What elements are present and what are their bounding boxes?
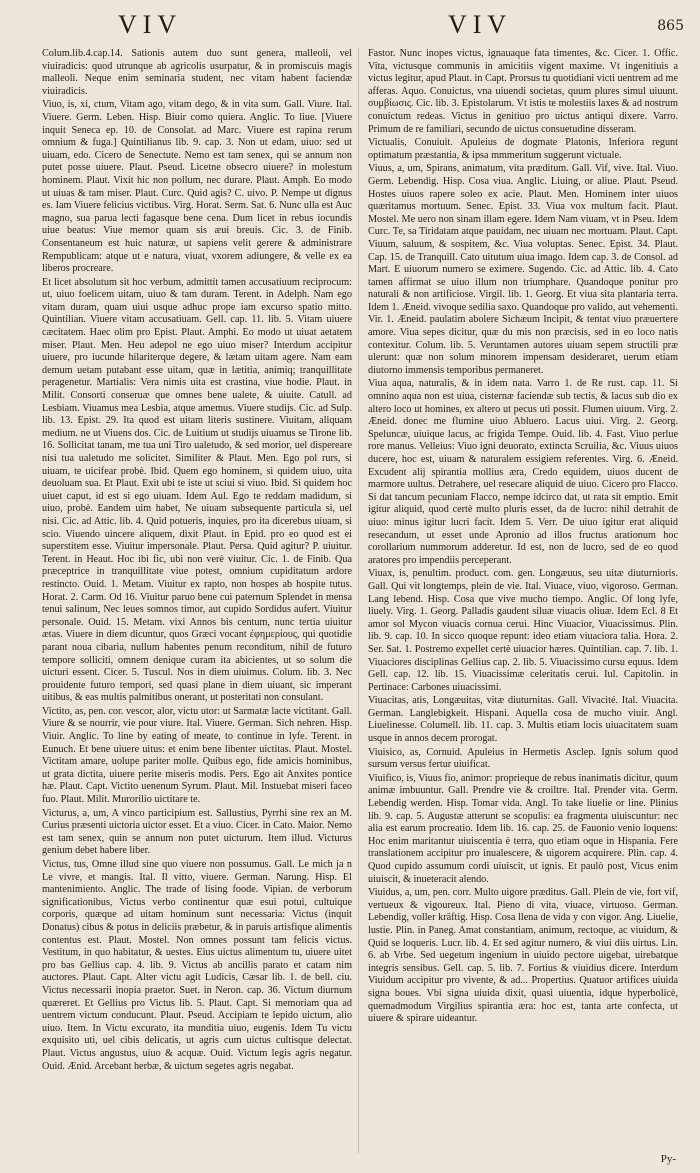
entry-paragraph: Victus, tus, Omne illud sine quo viuere non possumus. Gall. Le mich ja n Le vivre, et mangis. Ital. Il vitto, viuere. German. Narung. Hisp. El mantenimiento. Anglic. The trade of lising foode. Vipian. de verborum significationibus, Victus verbo continentur quæ esui potui, cultuique corporis, quæque ad uitam hominum sunt necessaria: Victus (inquit Donatus) cibus & potus in deliciis præbetur, & in paruis artisfique alimentis contentus est. Plaut. Mostel. Non omnes possunt tam felicis victus. Vestitum, in quo habitatur, & uestes. Eius uictus alimentum tu, uiuere uitet pro bas Gellius cap. 4. lib. 9. Victus ab ancillis parato et catam nim auctores. Plaut. Capt. Alter victu agit Ludicis, Cæsar lib. 1. de bell. ciu. Victus necessarii inopia praetor. Suet. in Neron. cap. 36. Victum diurnum quæreret. Et Gellius pro Victus lib. 5. Plaut. Capt. Si memoriam qua ad uentrem victum conducunt. Plaut. Pseud. Accipiam te lepido uictum, alio uiuo. Item. In Victu excurato, ita munditia uiuo, eugenis. Idem Tu victu exquisito uti, uel cibis delicatis, ut agris cum uictus cultisque delectat. Plaut. Victus angustus, uiuo & acquæ. Ouid. Victum legis agris negatur. Ouid. Ænid. Arcebant herbæ, & uictum segetes agris negabat. bbox=[42, 859, 352, 1072]
left-column bbox=[42, 48, 352, 1153]
catchword: Py- bbox=[660, 1153, 676, 1165]
entry-paragraph: Colum.lib.4.cap.14. Sationis autem duo sunt genera, malleoli, vel viuiradicis: quod utrunque ab agricolis usurpatur, & in promiscuis magis malleoli. Neque enim seminaria student, nec vitam habent faciendæ viuiradicis. bbox=[42, 48, 352, 97]
entry-paragraph: Viuidus, a, um, pen. corr. Multo uigore præditus. Gall. Plein de vie, fort vif, vertueux & vigoureux. Ital. Pieno di vita, viuace, virtuoso. German. Lebendig, voller kräftig. Hisp. Cosa llena de vida y con vigor. Ang. Liuelie, lustie. Plin. in Paneg. Amat constantiam, animum, rectoque, ac viuidum, & Quid se loqueris. Lucr. lib. 4. Et sed agitur numero, & viui diis uirtus. Lin. 6. ab Vrbe. Sed uegetum ingenium in uiuido pectore uigebat, uirebatque integris sensibus. Gell. cap. 5. lib. 7. Fortius & viuidius dicere. Interdum Viuidum accipitur pro vivente, & ad... Propertius. Quatuor artifices uiuida signa boues. Vbi signa uiuida dixit, quasi uiuentia, idque hyperbolicè, quemadmodum Virgilius spirantia æra: hoc est, tanta arte confecta, ut uiuere & spirare uideantur. bbox=[368, 887, 678, 1025]
header-left-word: VIV bbox=[118, 10, 183, 39]
entry-paragraph: Fastor. Nunc inopes victus, ignauaque fata timentes, &c. Cicer. 1. Offic. Vita, victusque communis in amicitiis vigent maxime. Vt ingenitiuis a victus legitur, apud Plaut. in Capt. Prorsus tu quotidiani victi uentrem ad me afferas. Aquo. Conuictus, vna uiuendi societas, quum plures simul uiuunt. συμβίωσις. Cic. lib. 3. Epistolarum. Vt istis te molestiis laxes & ad nostrum conuictum redeas. Victus in genitiuo pro uictus antiqui dixere. Varro. Primum de re familiari, secundo de uictus consuetudine disseram. bbox=[368, 48, 678, 135]
entry-paragraph: Viuifico, is, Viuus fio, animor: proprieque de rebus inanimatis dicitur, quum animæ imbuuntur. Gall. Prendre vie & croiltre. Ital. Prender vita. Germ. Lebendig werden. Hisp. Tomar vida. Angl. To take liuelie or line. Plinius lib. 9. cap. 5. Augustæ atterunt se scopulis: ea fragmenta uiuiscuntur: nec alia est earum procreatio. Idem lib. 16. cap. 25. de Fauonio venio loquens: Hoc enim maritantur uiuiscentia è terra, quo etiam oque in Hispania. Fere translationem accipitur pro inualescere, & uigorem acquirere. Plin. cap. 4. Quod cupido assumum cordi uiuiscit, ut ignis. Et paulò post, Vicus enim uiuiscit, & inueteracit alendo. bbox=[368, 772, 678, 885]
entry-paragraph: Victualis, Conuiuit. Apuleius de dogmate Platonis, Inferiora regunt optimatum præstantia, & ipsa mmmeritum suggerunt victuale. bbox=[368, 137, 678, 161]
header-right-word: VIV bbox=[448, 10, 513, 39]
entry-paragraph: Viuisico, as, Cornuid. Apuleius in Hermetis Asclep. Ignis solum quod sursum versus fertur uiuificat. bbox=[368, 746, 678, 771]
entry-paragraph: Viuus, a, um, Spirans, animatum, vita præditum. Gall. Vif, vive. Ital. Viuo. Germ. Lebendig. Hisp. Cosa viua. Anglic. Liuing, or aliue. Plaut. Pseud. Hostes uiuos rapere soleo ex acie. Plaut. Men. Hominem inter uiuos quæritamus mortuum. Senec. Epist. 33. Viua vox multum facit. Plaut. Mostel. Me uero non sinam illam egere. Idem Nam viuam, vt in Pseu. Idem Curc. Te, sa Tiridatam atque pauidam, nec uiuam nec mortuam. Plaut. Capt. Viuum, saluum, & sospitem, &c. Viua voluptas. Senec. Epist. 34. Plaut. Cap. 15. de Tranquill. Cato uitutum uiua imago. Idem cap. 3. de Consol. ad Mart. E uiuorum numero se eximere. Sugendo. Cic. ad Attic. lib. 4. Cato tamen affirmat se uiuo illum non triumphare. Quandoque ponitur pro naturali & non artificiose. Virgil. lib. 1. Georg. Et viua sita plantaria terra. Idem 1. Æneid. vivoque sedilia saxo. Quandoque pro valido, aut vehementi. Vir. 1. Æneid. paulatim abolere Sichæum Incipit, & tentat viuo præuertere amore. Viua sepes dicitur, quæ du mis non præcisis, sed in eo loco natis contexitur. Colum. lib. 5. Veruntamen autores uiuam sepem structili præ ulerunt: quæ non solum minorem impensam desideraret, uerum etiam diutorno immensis temporibus permaneret. bbox=[368, 163, 678, 376]
entry-paragraph: Et licet absolutum sit hoc verbum, admittit tamen accusatiuum reciprocum: ut, uiuo foelicem uitam, uiuo & tam duram. Terent. in Adelph. Nam ego vitam duram, quam uiui usque adhuc prope iam excurso spatio mitto. Quintilian. Viuere vitam accusatiuam. Gell. cap. 11. lib. 5. Vitam uiuere cæcitatem. Haec olim pro Epist. Plaut. Amphi. Eo modo ut uiuat aetatem miser. Plaut. Men. Heu adepol ne ego uiuo miser? Interdum accipitur uiuere, pro iucunde hilariterque degere, & lætam uitam agere. Nam eam demum uetam putabant esse uitam, quæ in lætitia, animiq; tranquillitate peragenetur. Martialis: Vera nimis uita est crastina, viue hodie. Plaut. in Milit. Consorti conseruæ que omnes bene ualete, & uiuite. Catull. ad Lesbiam. Viuamus mea Lesbia, atque amemus. Viuere studijs. Cic. ad Sulp. lib. 13. Epist. 29. Ita quod est uitam literis sustinere. Viuitam, aliquam medium. ne ut Viuens dos. Cic. de Luitium ut studijs uiuamus se Tirone lib. 16. Sollicitat tanam, me tua uni Tiro ualetudo, & sed morior, uel dispereare nisi tua ualetudo me solicitet. Similiter & Plaut. Men. Ego pol rurs, si uiuam, te uicifear probè. Ibid. Quem ego hominem, si quidem uiuo, uita deuoluam sua. Et Plaut. Exit ubi te iste ut sciui si viuo. Ibid. Si quidem hoc uiuet caput, id est si ego uiuam. Idem Aul. Ego te reddam madidum, si uiuo, probè. Eandem uim habet, Ne uiuam subsequente particula si, uel nisi. Cic. ad Attic. lib. 4. Quid potueris, inquies, pro ita dicerebus uiuam, si scio. Viuendo uincere aliquem, dixit Plaut. in Epid. pro eo quod est ei superstitem esse. Viuitur impersonale. Plaut. Persa. Quid agitur? P. uiuitur. Terent. in Heaut. Hoc ibi fic, ubi non verè viuitur. Cic. 1. de Finib. Qua præceptrice in tranquillitate viue potest, omnium cupiditatum ardore restincto. Ouid. 1. Metam. Viuitur ex rapto, non hospes ab hospite tutus. Horat. 2. Carm. Od 16. Viuitur paruo bene cui paternum Splendet in mensa tenui salinum, Nec leues somnos timor, aut cupido Sordidus aufert. Viuitur personale. Ouid. 15. Metam. vixi Annos bis centum, nunc tertia uiuitur ætas. Viuere in diem dicuntur, quos Græci vocant ἐφημερίους, qui quotidie parant noua cibaria, nullum habentes penum reconditum, nihil de futuro tempore solliciti, omnem denique curam ita abicientes, ut so solum die uicturi essent. Cicer. 5. Tuscul. Nos in diem uiuimus. Colum. lib. 3. Nec prouidente futuro tempori, sed quasi plane in diem uiuant, sic imperant uitibus, & eas multis palmitibus onerant, ut posteritati non consulant. bbox=[42, 276, 352, 704]
entry-paragraph: Victito, as, pen. cor. vescor, alor, victu utor: ut Sarmatæ lacte victitant. Gall. Viure & se nourrir, vie pour viure. Ital. Viuere. German. Sich nehren. Hisp. Viuir. Anglic. To line by eating of meate, to continue in lyfe. Terent. in Eunuch. Et bene uiuere uitus: et enim bene libenter uictitas. Plaut. Mostel. Victitam amare, uolupe pariter molle. Quibus ego, fide amicis hominibus, ut grata dictita, uiuere perite miseris modis. Pers. Ego ait Anxites pontice hæ. Plaut. Capt. Victito uenenum Syrum. Plaut. Mil. Instuebat miseri faceo fuo. Plaut. Milit. Murorilio uictitare te. bbox=[42, 705, 352, 806]
entry-paragraph: Viuacitas, atis, Longæuitas, vitæ diuturnitas. Gall. Vivacité. Ital. Viuacita. German. Langlebigkeit. Hispani. Aquella cosa de mucho viuir. Angl. Liuelinesse. Columell. lib. 11. cap. 3. Multis etiam locis uiuacitatem suam usque in annos decem prorogat. bbox=[368, 695, 678, 745]
entry-paragraph: Viuo, is, xi, ctum, Vitam ago, vitam dego, & in vita sum. Gall. Viure. Ital. Viuere. Germ. Leben. Hisp. Biuir como quiera. Anglic. To liue. [Viuere inquit Seneca ep. 10. de Consolat. ad Marc. Viuere est rapina rerum omnium & fuga.] Quintilianus lib. 9. cap. 3. Non ut edam, uiuo: sed ut uiuam, edo. Cicero de Senectute. Nemo est tam senex, qui se annum non putet posse uiuere. Plaut. Pseud. Licetne obsecro uiuere? in molestum hominem. Plaut. Vixit hic non pollum, nec durare. Plaut. Amph. Eo modo ut uiuas & tam miser. Plaut. Curc. Quid agis? C. uivo. P. Nempe ut dignus es. Iam Viuere felicius victibus. Virg. Horat. Serm. Sat. 6. Nunc ulla est Auc magno, sua parua lecti fagasque bene cena. Dum licet in rebus iocundis uiue beatus: Viue memor quam sis æui breuis. Cic. 3. de Finib. Consentaneum est huic naturæ, ut sapiens velit gerere & administrare Rempublicam: atque ut e natura, viuat, vxorem adiungere, & velle ex ea liberos procreare. bbox=[42, 99, 352, 275]
right-column bbox=[368, 48, 678, 1153]
entry-paragraph: Viua aqua, naturalis, & in idem nata. Varro 1. de Re rust. cap. 11. Si omnino aqua non est uiua, cisternæ faciendæ sub tectis, & lacus sub dio ex altero loco ut homines, ex altero ut pecus uti possit. Flumen uiuum. Virg. 2. Æneid. donec me flumine uiuo Abluero. Lacus uiui. Virg. 2. Georg. Speluncæ, uiuique lacus, ac frigida Tempe. Ouid. lib. 4. Fast. Viuo perlue rore manus. Velleius: Viuo igni deuorato, extincta Scruilia, &c. Viuus uiuos ducere, hoc est, uiuam & naturalem essigiem referentes. Virg. 6. Æneid. Excudent alij spirantia mollius æra, Credo equidem, uiuos ducent de marmore uultus. Detrahere, uel resecare aliquid de uiuo. Cicero pro Flacco. Si dat tancum pecuniam Flacco, nempe idcirco dat, ut rata sit emptio. Emit igitur aliquid, quod certè multo pluris esset, da de lucro: nihil detrahit de uiuo: minus igitur lucri facit. Idem 5. Verr. De uiuo igitur erat aliquid resecandum, ut esset unde Apronio ad illos fructus arationum hoc corollarium nummorum adderetur. Id est, non de lucro, sed de eo quod aratores pro impendiis perceperant. bbox=[368, 378, 678, 566]
entry-paragraph: Victurus, a, um, A vinco participium est. Sallustius, Pyrrhi sine rex an M. Curius præsenti uictoria uictor esset. Et a viuo. Cicer. in Cato. Maior. Nemo est tam senex, quin se annum non putet uicturum. Item illud. Victurus genium debet habere liber. bbox=[42, 807, 352, 857]
entry-paragraph: Viuax, is, penultim. product. com. gen. Longæuus, seu uitæ diuturnioris. Gall. Qui vit longtemps, plein de vie. Ital. Viuace, viuo, vigoroso. German. Lang lebend. Hisp. Cosa que vive mucho tiempo. Anglic. Of long lyfe, liuely. Virg. 1. Georg. Palladis gaudent siluæ viuacis oliuæ. Idem Ecl. 8 Et amor sol Mycon viuacis cornua cerui. Hinc Viuacior, Viuacissimus. Plin. lib. 9. cap. 10. In sicco quoque repunt: ideo etiam viuaciora talia. Hora. 2. Ser. Sat. 1. Postremo expellet certè uiuacior hæres. Quintilian. cap. 7. lib. 1. Viuaciores disciplinas Gellius cap. 2. lib. 5. Viuacissimo cursu equus. Idem Gell. cap. 12. lib. 15. Viuacissimæ celeritatis cerui. Iul. Capitolin. in Pertinace: Carbones uiuacissimi. bbox=[368, 568, 678, 693]
column-divider bbox=[358, 48, 359, 1153]
running-header bbox=[0, 10, 700, 44]
page-number: 865 bbox=[657, 18, 684, 34]
